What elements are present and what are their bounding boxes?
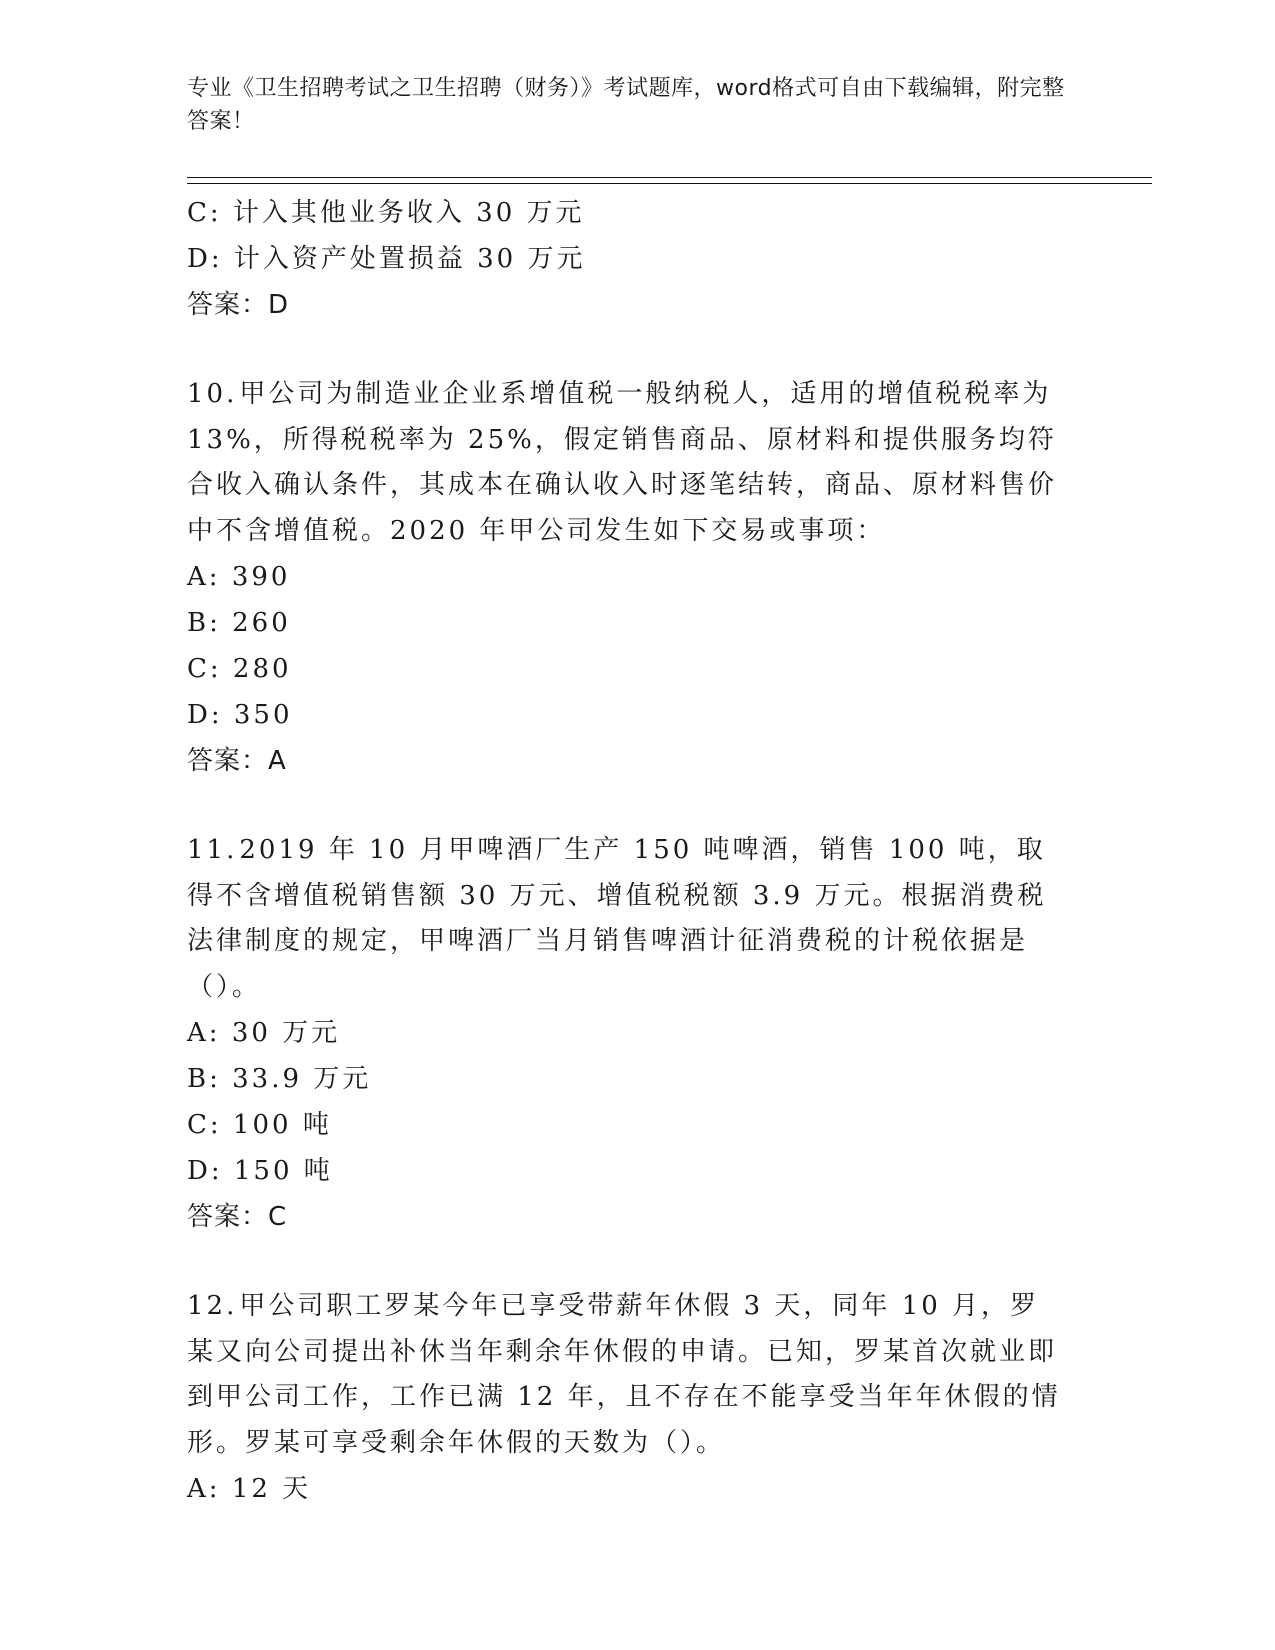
document-body [187,190,1087,1512]
option-text: 390 [231,562,291,592]
option-letter: D: [187,244,223,274]
option-row [187,190,1087,236]
question-text: 2019 年 10 月甲啤酒厂生产 150 吨啤酒，销售 100 吨，取得不含增值税销售额 30 万元、增值税税额 3.9 万元。根据消费税法律制度的规定，甲啤酒厂当月销售啤酒计征消费税的计税依据是（）。 [187,835,1047,1002]
option-row [187,554,1087,600]
question-number: 10. [187,379,238,409]
answer-line: 答案：D [187,290,290,320]
option-text: 150 吨 [233,1156,333,1186]
header-rule-top [187,177,1152,178]
prev-question [187,190,1087,328]
question-text: 甲公司职工罗某今年已享受带薪年休假 3 天，同年 10 月，罗某又向公司提出补休当年剩余年休假的申请。已知，罗某首次就业即到甲公司工作，工作已满 12 年，且不存在不能享受当年年休假的情形。罗某可享受剩余年休假的天数为（）。 [187,1291,1061,1458]
option-text: 计入资产处置损益 30 万元 [233,244,586,274]
option-text: 30 万元 [231,1018,341,1048]
option-row [187,692,1087,738]
question-11 [187,828,1087,1240]
option-row [187,1102,1087,1148]
option-letter: A: [187,1018,221,1048]
option-letter: A: [187,1474,221,1504]
document-header [187,72,1067,138]
option-letter: A: [187,562,221,592]
option-text: 计入其他业务收入 30 万元 [232,198,585,228]
option-row [187,236,1087,282]
option-text: 350 [233,700,293,730]
option-letter: C: [187,1110,222,1140]
header-rule-bottom [187,183,1152,184]
option-letter: D: [187,700,223,730]
option-row [187,1466,1087,1512]
option-letter: D: [187,1156,223,1186]
question-stem [187,372,1067,554]
question-10 [187,372,1087,784]
option-letter: C: [187,654,222,684]
question-stem [187,1284,1067,1466]
option-letter: B: [187,1064,221,1094]
question-text: 甲公司为制造业企业系增值税一般纳税人，适用的增值税税率为 13%，所得税税率为 25%，假定销售商品、原材料和提供服务均符合收入确认条件，其成本在确认收入时逐笔结转，商品、原材料售价中不含增值税。2020 年甲公司发生如下交易或事项： [187,379,1058,546]
option-letter: C: [187,198,222,228]
option-row [187,646,1087,692]
option-text: 33.9 万元 [232,1064,372,1094]
option-text: 12 天 [231,1474,312,1504]
option-row [187,1148,1087,1194]
option-text: 100 吨 [232,1110,332,1140]
question-stem [187,828,1067,1010]
header-text: 专业《卫生招聘考试之卫生招聘（财务）》考试题库，word格式可自由下载编辑，附完整答案！ [187,76,1065,134]
answer-line: 答案：A [187,746,287,776]
answer-line: 答案：C [187,1202,288,1232]
option-text: 280 [232,654,292,684]
option-text: 260 [232,608,291,638]
option-row [187,600,1087,646]
option-letter: B: [187,608,221,638]
option-row [187,1010,1087,1056]
question-12 [187,1284,1087,1512]
option-row [187,1056,1087,1102]
question-number: 12. [187,1291,238,1321]
question-number: 11. [187,835,238,865]
